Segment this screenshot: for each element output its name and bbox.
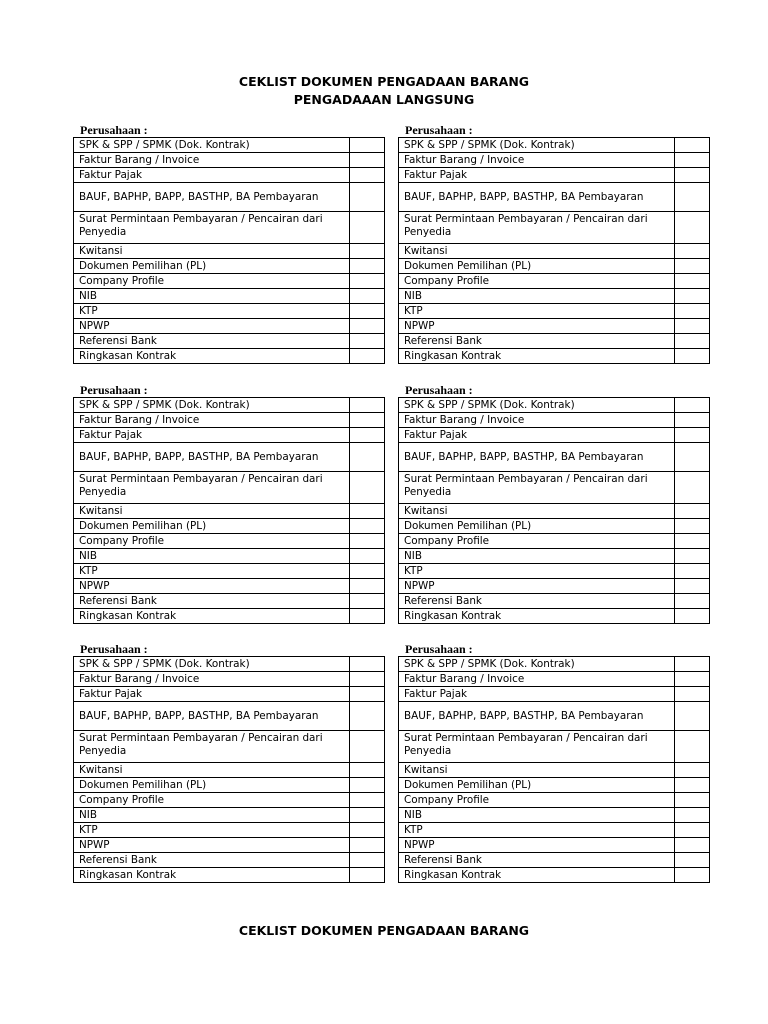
checklist-item-label: Referensi Bank bbox=[74, 594, 350, 609]
company-checklist-block bbox=[73, 383, 385, 624]
checkbox-cell[interactable] bbox=[350, 549, 385, 564]
checklist-row bbox=[74, 259, 385, 274]
checklist-row bbox=[74, 838, 385, 853]
checklist-row bbox=[74, 793, 385, 808]
checkbox-cell[interactable] bbox=[675, 853, 710, 868]
company-label: Perusahaan : bbox=[80, 642, 148, 656]
checklist-row bbox=[399, 334, 710, 349]
checklist-row bbox=[399, 504, 710, 519]
checklist-item-label: KTP bbox=[399, 564, 675, 579]
checkbox-cell[interactable] bbox=[350, 319, 385, 334]
checkbox-cell[interactable] bbox=[675, 319, 710, 334]
checkbox-cell[interactable] bbox=[350, 413, 385, 428]
checklist-row bbox=[399, 808, 710, 823]
checkbox-cell[interactable] bbox=[675, 579, 710, 594]
checklist-item-label: Company Profile bbox=[399, 534, 675, 549]
checklist-item-label: Referensi Bank bbox=[399, 334, 675, 349]
checkbox-cell[interactable] bbox=[350, 657, 385, 672]
checkbox-cell[interactable] bbox=[350, 259, 385, 274]
checklist-item-label: Faktur Pajak bbox=[74, 428, 350, 443]
checklist-item-label: NIB bbox=[399, 808, 675, 823]
checklist-item-label: Surat Permintaan Pembayaran / Pencairan dari Penyedia bbox=[74, 731, 350, 763]
checklist-item-label: BAUF, BAPHP, BAPP, BASTHP, BA Pembayaran bbox=[74, 183, 350, 212]
checkbox-cell[interactable] bbox=[350, 534, 385, 549]
checklist-item-label: BAUF, BAPHP, BAPP, BASTHP, BA Pembayaran bbox=[399, 443, 675, 472]
checklist-item-label: Faktur Pajak bbox=[399, 687, 675, 702]
checkbox-cell[interactable] bbox=[675, 594, 710, 609]
checklist-row bbox=[74, 672, 385, 687]
company-checklist-block bbox=[398, 642, 710, 883]
checkbox-cell[interactable] bbox=[350, 763, 385, 778]
checklist-row bbox=[399, 763, 710, 778]
checklist-item-label: NPWP bbox=[74, 319, 350, 334]
checkbox-cell[interactable] bbox=[350, 168, 385, 183]
checklist-item-label: Faktur Barang / Invoice bbox=[399, 672, 675, 687]
checklist-item-label: Faktur Barang / Invoice bbox=[74, 153, 350, 168]
checklist-item-label: Ringkasan Kontrak bbox=[74, 609, 350, 624]
checklist-item-label: Kwitansi bbox=[399, 763, 675, 778]
checklist-row bbox=[399, 778, 710, 793]
checklist-item-label: Faktur Pajak bbox=[74, 687, 350, 702]
checklist-row bbox=[74, 153, 385, 168]
checkbox-cell[interactable] bbox=[350, 609, 385, 624]
checklist-item-label: KTP bbox=[399, 304, 675, 319]
checklist-row bbox=[399, 304, 710, 319]
checklist-row bbox=[399, 168, 710, 183]
checklist-row bbox=[74, 472, 385, 504]
checklist-item-label: Surat Permintaan Pembayaran / Pencairan dari Penyedia bbox=[399, 472, 675, 504]
checklist-item-label: Kwitansi bbox=[399, 244, 675, 259]
checklist-item-label: NIB bbox=[399, 289, 675, 304]
checklist-row bbox=[399, 579, 710, 594]
checklist-item-label: Dokumen Pemilihan (PL) bbox=[399, 259, 675, 274]
checklist-row bbox=[74, 519, 385, 534]
checklist-item-label: Ringkasan Kontrak bbox=[399, 609, 675, 624]
checkbox-cell[interactable] bbox=[675, 702, 710, 731]
checkbox-cell[interactable] bbox=[675, 609, 710, 624]
checklist-row bbox=[74, 413, 385, 428]
checkbox-cell[interactable] bbox=[675, 687, 710, 702]
checklist-item-label: BAUF, BAPHP, BAPP, BASTHP, BA Pembayaran bbox=[74, 443, 350, 472]
checkbox-cell[interactable] bbox=[350, 594, 385, 609]
checkbox-cell[interactable] bbox=[350, 702, 385, 731]
checklist-item-label: Kwitansi bbox=[74, 244, 350, 259]
checklist-row bbox=[74, 808, 385, 823]
checkbox-cell[interactable] bbox=[350, 274, 385, 289]
checkbox-cell[interactable] bbox=[350, 687, 385, 702]
checklist-item-label: Kwitansi bbox=[74, 763, 350, 778]
checkbox-cell[interactable] bbox=[675, 138, 710, 153]
checklist-row bbox=[399, 823, 710, 838]
checklist-row bbox=[74, 687, 385, 702]
checkbox-cell[interactable] bbox=[675, 428, 710, 443]
checklist-row bbox=[74, 853, 385, 868]
checklist-item-label: Company Profile bbox=[74, 534, 350, 549]
checklist-item-label: NIB bbox=[74, 549, 350, 564]
checklist-item-label: Company Profile bbox=[74, 274, 350, 289]
checkbox-cell[interactable] bbox=[675, 731, 710, 763]
checkbox-cell[interactable] bbox=[350, 428, 385, 443]
checkbox-cell[interactable] bbox=[350, 138, 385, 153]
checklist-item-label: Company Profile bbox=[399, 793, 675, 808]
checklist-row bbox=[74, 334, 385, 349]
checklist-item-label: SPK & SPP / SPMK (Dok. Kontrak) bbox=[399, 138, 675, 153]
checklist-row bbox=[74, 289, 385, 304]
checkbox-cell[interactable] bbox=[675, 672, 710, 687]
company-checklist-block bbox=[73, 642, 385, 883]
checklist-row bbox=[74, 319, 385, 334]
checkbox-cell[interactable] bbox=[350, 183, 385, 212]
checklist-row bbox=[399, 153, 710, 168]
checklist-item-label: Faktur Barang / Invoice bbox=[74, 413, 350, 428]
checklist-item-label: NIB bbox=[74, 808, 350, 823]
checklist-row bbox=[399, 259, 710, 274]
checkbox-cell[interactable] bbox=[675, 183, 710, 212]
checkbox-cell[interactable] bbox=[350, 731, 385, 763]
checkbox-cell[interactable] bbox=[350, 672, 385, 687]
checklist-item-label: Faktur Barang / Invoice bbox=[74, 672, 350, 687]
checkbox-cell[interactable] bbox=[675, 153, 710, 168]
checkbox-cell[interactable] bbox=[675, 244, 710, 259]
checklist-row bbox=[399, 657, 710, 672]
checklist-row bbox=[74, 731, 385, 763]
checklist-item-label: NPWP bbox=[74, 579, 350, 594]
checkbox-cell[interactable] bbox=[350, 579, 385, 594]
checklist-row bbox=[399, 793, 710, 808]
checkbox-cell[interactable] bbox=[675, 413, 710, 428]
checklist-row bbox=[74, 183, 385, 212]
checklist-table bbox=[398, 397, 710, 624]
checklist-item-label: SPK & SPP / SPMK (Dok. Kontrak) bbox=[399, 657, 675, 672]
checklist-item-label: Kwitansi bbox=[399, 504, 675, 519]
checklist-row bbox=[399, 519, 710, 534]
checklist-table bbox=[398, 137, 710, 364]
checklist-table bbox=[73, 397, 385, 624]
checkbox-cell[interactable] bbox=[350, 153, 385, 168]
checkbox-cell[interactable] bbox=[675, 443, 710, 472]
checklist-item-label: Dokumen Pemilihan (PL) bbox=[399, 519, 675, 534]
checklist-row bbox=[74, 428, 385, 443]
checklist-table bbox=[398, 656, 710, 883]
checklist-row bbox=[399, 443, 710, 472]
checkbox-cell[interactable] bbox=[675, 564, 710, 579]
checklist-row bbox=[399, 244, 710, 259]
checklist-row bbox=[74, 579, 385, 594]
checkbox-cell[interactable] bbox=[675, 349, 710, 364]
checklist-row bbox=[74, 304, 385, 319]
checklist-row bbox=[399, 472, 710, 504]
checklist-table bbox=[73, 656, 385, 883]
checklist-item-label: Dokumen Pemilihan (PL) bbox=[74, 259, 350, 274]
checklist-item-label: BAUF, BAPHP, BAPP, BASTHP, BA Pembayaran bbox=[399, 702, 675, 731]
checklist-row bbox=[74, 594, 385, 609]
company-checklist-block bbox=[398, 123, 710, 364]
checklist-item-label: Referensi Bank bbox=[74, 853, 350, 868]
checklist-row bbox=[399, 534, 710, 549]
checklist-item-label: NIB bbox=[74, 289, 350, 304]
checkbox-cell[interactable] bbox=[675, 778, 710, 793]
checkbox-cell[interactable] bbox=[675, 289, 710, 304]
checklist-row bbox=[74, 398, 385, 413]
checkbox-cell[interactable] bbox=[350, 838, 385, 853]
checkbox-cell[interactable] bbox=[675, 657, 710, 672]
checkbox-cell[interactable] bbox=[675, 868, 710, 883]
company-label: Perusahaan : bbox=[80, 123, 148, 137]
checkbox-cell[interactable] bbox=[350, 778, 385, 793]
checklist-item-label: Company Profile bbox=[74, 793, 350, 808]
checklist-row bbox=[74, 504, 385, 519]
checklist-row bbox=[74, 349, 385, 364]
checklist-item-label: Surat Permintaan Pembayaran / Pencairan dari Penyedia bbox=[399, 212, 675, 244]
checklist-row bbox=[399, 413, 710, 428]
checklist-item-label: Surat Permintaan Pembayaran / Pencairan dari Penyedia bbox=[74, 212, 350, 244]
checklist-row bbox=[399, 138, 710, 153]
checkbox-cell[interactable] bbox=[675, 212, 710, 244]
checklist-row bbox=[399, 428, 710, 443]
checkbox-cell[interactable] bbox=[675, 808, 710, 823]
checklist-item-label: Faktur Barang / Invoice bbox=[399, 153, 675, 168]
page-subtitle: PENGADAAAN LANGSUNG bbox=[293, 92, 475, 107]
checklist-row bbox=[74, 778, 385, 793]
checklist-row bbox=[74, 138, 385, 153]
checkbox-cell[interactable] bbox=[350, 519, 385, 534]
checklist-row bbox=[74, 443, 385, 472]
checklist-item-label: NPWP bbox=[399, 838, 675, 853]
checkbox-cell[interactable] bbox=[675, 472, 710, 504]
checkbox-cell[interactable] bbox=[675, 838, 710, 853]
checklist-item-label: Referensi Bank bbox=[399, 594, 675, 609]
checkbox-cell[interactable] bbox=[350, 244, 385, 259]
checkbox-cell[interactable] bbox=[675, 519, 710, 534]
checkbox-cell[interactable] bbox=[350, 823, 385, 838]
checkbox-cell[interactable] bbox=[350, 472, 385, 504]
checklist-row bbox=[74, 763, 385, 778]
checklist-item-label: Ringkasan Kontrak bbox=[399, 349, 675, 364]
checkbox-cell[interactable] bbox=[675, 504, 710, 519]
checkbox-cell[interactable] bbox=[675, 304, 710, 319]
checklist-row bbox=[74, 168, 385, 183]
checklist-item-label: NPWP bbox=[399, 579, 675, 594]
checkbox-cell[interactable] bbox=[350, 304, 385, 319]
checkbox-cell[interactable] bbox=[675, 168, 710, 183]
checklist-item-label: Surat Permintaan Pembayaran / Pencairan dari Penyedia bbox=[399, 731, 675, 763]
checklist-item-label: Company Profile bbox=[399, 274, 675, 289]
checkbox-cell[interactable] bbox=[350, 564, 385, 579]
checkbox-cell[interactable] bbox=[675, 549, 710, 564]
checklist-item-label: Ringkasan Kontrak bbox=[74, 349, 350, 364]
checklist-item-label: BAUF, BAPHP, BAPP, BASTHP, BA Pembayaran bbox=[399, 183, 675, 212]
checkbox-cell[interactable] bbox=[350, 443, 385, 472]
checkbox-cell[interactable] bbox=[350, 853, 385, 868]
checklist-item-label: Faktur Pajak bbox=[74, 168, 350, 183]
checklist-item-label: SPK & SPP / SPMK (Dok. Kontrak) bbox=[74, 398, 350, 413]
checklist-item-label: SPK & SPP / SPMK (Dok. Kontrak) bbox=[399, 398, 675, 413]
checkbox-cell[interactable] bbox=[675, 534, 710, 549]
page-title: CEKLIST DOKUMEN PENGADAAN BARANG bbox=[238, 74, 530, 89]
checklist-item-label: Referensi Bank bbox=[399, 853, 675, 868]
footer-title: CEKLIST DOKUMEN PENGADAAN BARANG bbox=[238, 923, 530, 938]
checklist-item-label: NPWP bbox=[74, 838, 350, 853]
checklist-row bbox=[399, 398, 710, 413]
checklist-row bbox=[399, 212, 710, 244]
checklist-item-label: Ringkasan Kontrak bbox=[74, 868, 350, 883]
checkbox-cell[interactable] bbox=[675, 823, 710, 838]
checkbox-cell[interactable] bbox=[675, 274, 710, 289]
checklist-item-label: Dokumen Pemilihan (PL) bbox=[74, 778, 350, 793]
checklist-row bbox=[74, 564, 385, 579]
checkbox-cell[interactable] bbox=[675, 259, 710, 274]
checklist-row bbox=[74, 868, 385, 883]
checklist-row bbox=[74, 702, 385, 731]
checklist-row bbox=[74, 609, 385, 624]
company-checklist-block bbox=[398, 383, 710, 624]
checklist-row bbox=[74, 212, 385, 244]
checkbox-cell[interactable] bbox=[675, 793, 710, 808]
checkbox-cell[interactable] bbox=[675, 334, 710, 349]
checklist-row bbox=[74, 657, 385, 672]
checklist-item-label: Ringkasan Kontrak bbox=[399, 868, 675, 883]
checklist-item-label: KTP bbox=[399, 823, 675, 838]
checkbox-cell[interactable] bbox=[350, 289, 385, 304]
checkbox-cell[interactable] bbox=[350, 212, 385, 244]
checkbox-cell[interactable] bbox=[350, 349, 385, 364]
company-label: Perusahaan : bbox=[405, 642, 473, 656]
checklist-row bbox=[399, 609, 710, 624]
checklist-item-label: NPWP bbox=[399, 319, 675, 334]
checklist-item-label: Faktur Pajak bbox=[399, 168, 675, 183]
checklist-row bbox=[399, 319, 710, 334]
company-checklist-block bbox=[73, 123, 385, 364]
checkbox-cell[interactable] bbox=[675, 763, 710, 778]
company-label: Perusahaan : bbox=[405, 123, 473, 137]
checklist-row bbox=[399, 731, 710, 763]
checklist-row bbox=[399, 564, 710, 579]
checklist-item-label: KTP bbox=[74, 304, 350, 319]
checkbox-cell[interactable] bbox=[350, 504, 385, 519]
checklist-row bbox=[74, 823, 385, 838]
checkbox-cell[interactable] bbox=[350, 398, 385, 413]
checklist-item-label: KTP bbox=[74, 823, 350, 838]
checklist-row bbox=[74, 274, 385, 289]
checkbox-cell[interactable] bbox=[675, 398, 710, 413]
checklist-row bbox=[399, 274, 710, 289]
checklist-row bbox=[399, 183, 710, 212]
checkbox-cell[interactable] bbox=[350, 793, 385, 808]
checkbox-cell[interactable] bbox=[350, 868, 385, 883]
checklist-row bbox=[399, 349, 710, 364]
checklist-item-label: Surat Permintaan Pembayaran / Pencairan dari Penyedia bbox=[74, 472, 350, 504]
checklist-row bbox=[399, 687, 710, 702]
checklist-item-label: Faktur Barang / Invoice bbox=[399, 413, 675, 428]
company-label: Perusahaan : bbox=[80, 383, 148, 397]
checkbox-cell[interactable] bbox=[350, 808, 385, 823]
checklist-item-label: KTP bbox=[74, 564, 350, 579]
checklist-item-label: Faktur Pajak bbox=[399, 428, 675, 443]
checklist-row bbox=[399, 594, 710, 609]
company-label: Perusahaan : bbox=[405, 383, 473, 397]
checklist-row bbox=[399, 868, 710, 883]
checklist-row bbox=[399, 838, 710, 853]
checklist-item-label: SPK & SPP / SPMK (Dok. Kontrak) bbox=[74, 657, 350, 672]
checklist-item-label: NIB bbox=[399, 549, 675, 564]
checklist-item-label: Referensi Bank bbox=[74, 334, 350, 349]
checklist-row bbox=[399, 853, 710, 868]
checklist-row bbox=[74, 534, 385, 549]
checkbox-cell[interactable] bbox=[350, 334, 385, 349]
checklist-row bbox=[74, 549, 385, 564]
checklist-row bbox=[399, 549, 710, 564]
checklist-item-label: Dokumen Pemilihan (PL) bbox=[74, 519, 350, 534]
checklist-row bbox=[74, 244, 385, 259]
checklist-item-label: SPK & SPP / SPMK (Dok. Kontrak) bbox=[74, 138, 350, 153]
checklist-row bbox=[399, 672, 710, 687]
checklist-item-label: Kwitansi bbox=[74, 504, 350, 519]
checklist-table bbox=[73, 137, 385, 364]
checklist-item-label: BAUF, BAPHP, BAPP, BASTHP, BA Pembayaran bbox=[74, 702, 350, 731]
checklist-row bbox=[399, 289, 710, 304]
checklist-item-label: Dokumen Pemilihan (PL) bbox=[399, 778, 675, 793]
checklist-row bbox=[399, 702, 710, 731]
